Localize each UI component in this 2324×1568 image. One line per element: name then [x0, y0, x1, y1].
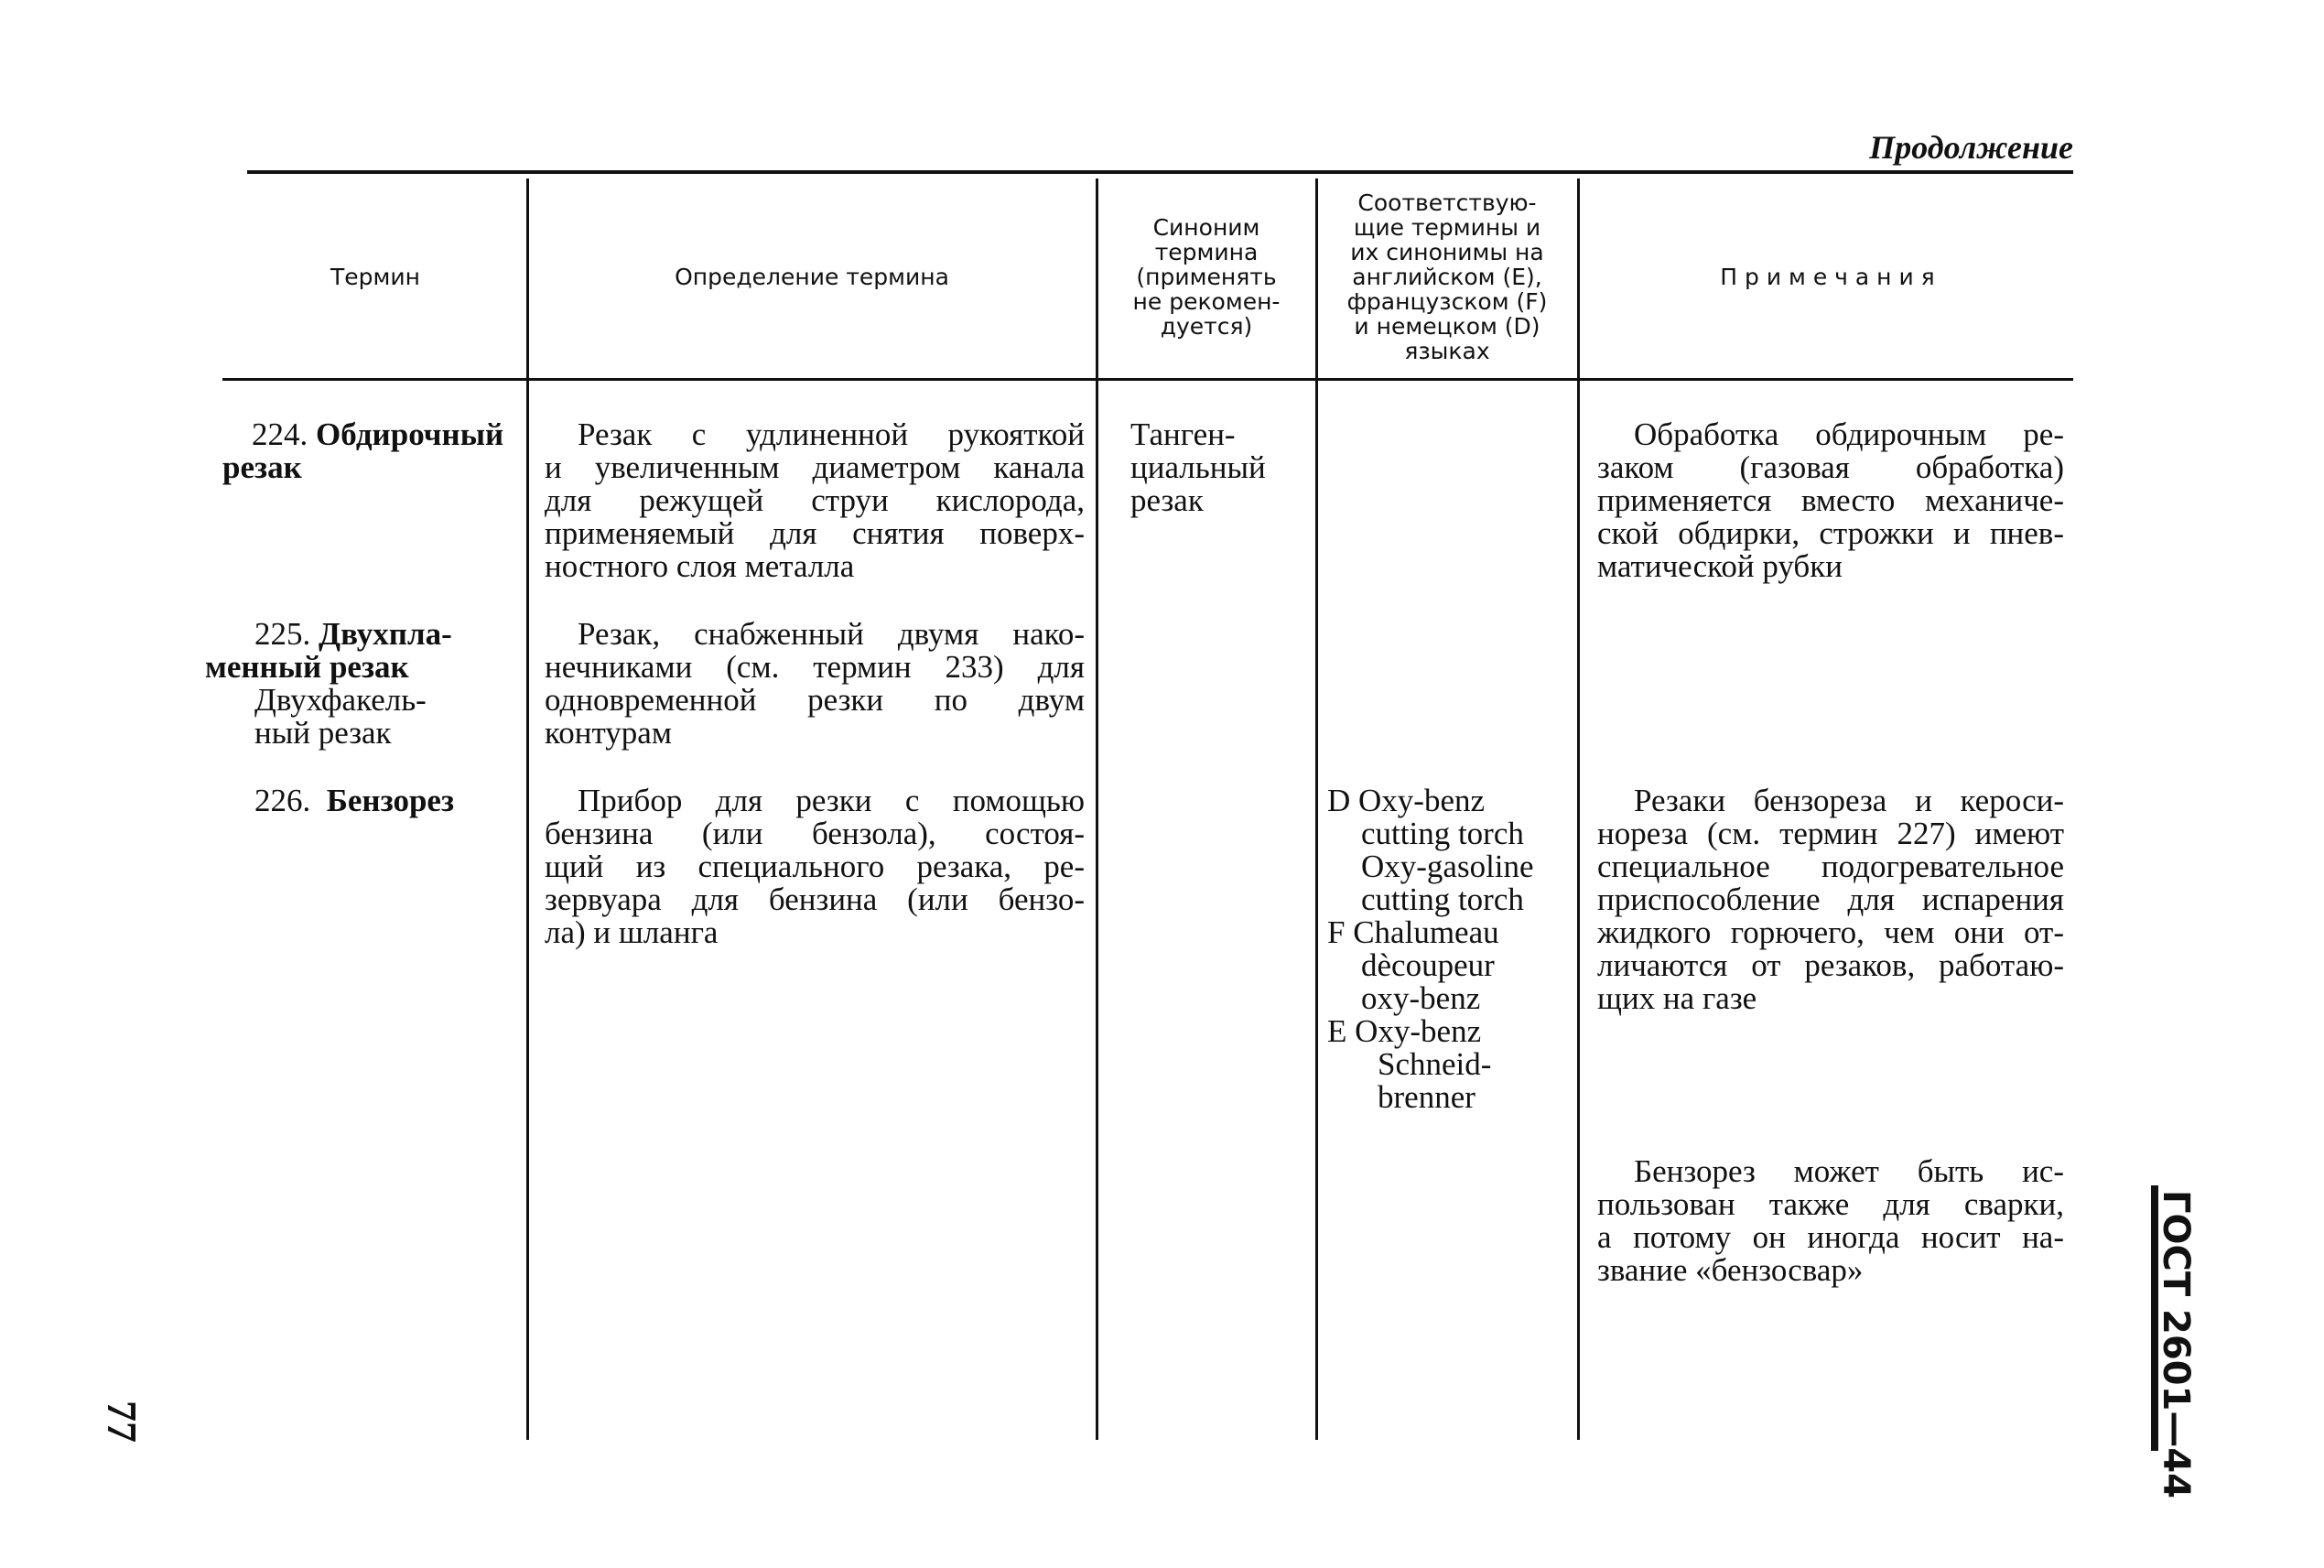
notes-line: заком (газовая обработка)	[1597, 449, 2064, 485]
definition-line: зервуара для бензина (или бензо-	[545, 881, 1085, 917]
notes-line: приспособление для испарения	[1597, 881, 2064, 917]
notes-line: матической рубки	[1597, 548, 1843, 584]
column-divider	[1577, 178, 1580, 1440]
definition-line: Прибор для резки с помощью	[578, 783, 1085, 818]
definition-line: бензина (или бензола), состоя-	[545, 816, 1085, 851]
notes-226-additional	[1597, 1155, 2064, 1287]
notes-line: Обработка обдирочным ре-	[1634, 416, 2064, 452]
notes-line: Бензорез может быть ис-	[1634, 1153, 2064, 1189]
notes-line: ской обдирки, строжки и пнев-	[1597, 515, 2064, 551]
term-name: Бензорез	[326, 783, 455, 818]
notes-line: личаются от резаков, работаю-	[1597, 947, 2064, 983]
definition-line: ностного слоя металла	[545, 548, 855, 584]
synonym-line: резак	[1130, 482, 1204, 518]
equivalent-line: oxy-benz	[1361, 980, 1481, 1016]
synonym-line: Танген-	[1130, 416, 1236, 452]
header-synonym	[1101, 178, 1312, 375]
header-term-text: Термин	[330, 264, 420, 290]
term-synonym: Двухфакель-	[254, 682, 427, 718]
header-synonym-line: дуется)	[1160, 313, 1253, 340]
page-number: 77	[99, 1400, 146, 1443]
continuation-label: Продолжение	[1869, 129, 2073, 166]
equivalent-line: D Oxy-benz	[1327, 783, 1486, 818]
header-term	[229, 178, 522, 375]
header-synonym-line: термина	[1154, 239, 1259, 265]
header-definition-text: Определение термина	[675, 264, 949, 290]
definition-line: и увеличенным диаметром канала	[545, 449, 1085, 485]
column-divider	[1096, 178, 1098, 1440]
notes-line: специальное подогревательное	[1597, 849, 2064, 884]
table-top-rule	[247, 170, 2073, 174]
column-divider	[526, 178, 529, 1440]
term-name: резак	[222, 449, 302, 485]
header-notes	[1582, 178, 2073, 375]
equivalents-226	[1327, 784, 1574, 1114]
equivalent-line: dècoupeur	[1361, 947, 1495, 983]
header-equivalents-line: их синонимы на	[1350, 239, 1544, 265]
term-225	[203, 618, 524, 750]
notes-224	[1597, 418, 2064, 583]
term-name: Двухпла-	[319, 616, 452, 652]
synonym-224	[1130, 418, 1309, 517]
notes-line: жидкого горючего, чем они от-	[1597, 914, 2064, 950]
header-equivalents	[1320, 178, 1574, 375]
header-equivalents-line: языках	[1404, 338, 1490, 364]
header-equivalents-line: английском (E),	[1352, 264, 1542, 290]
equivalent-line: E Oxy-benz	[1327, 1013, 1482, 1049]
equivalent-line: cutting torch	[1361, 816, 1524, 851]
definition-226	[545, 784, 1085, 949]
term-number: 224.	[252, 416, 308, 452]
term-synonym: ный резак	[254, 715, 392, 751]
synonym-line: циальный	[1130, 449, 1266, 485]
notes-line: звание «бензосвар»	[1597, 1252, 1864, 1288]
definition-225	[545, 618, 1085, 750]
header-definition	[533, 178, 1091, 375]
definition-line: нечниками (см. термин 233) для	[545, 649, 1085, 685]
header-equivalents-line: и немецком (D)	[1354, 313, 1540, 340]
equivalent-line: Oxy-gasoline	[1361, 849, 1534, 884]
header-equivalents-line: Соответствую-	[1357, 189, 1537, 216]
header-synonym-line: (применять	[1136, 264, 1277, 290]
term-224	[222, 418, 524, 484]
definition-line: для режущей струи кислорода,	[545, 482, 1085, 518]
notes-line: Резаки бензореза и кероси-	[1634, 783, 2064, 818]
notes-line: а потому он иногда носит на-	[1597, 1219, 2064, 1255]
header-equivalents-line: французском (F)	[1346, 288, 1548, 315]
column-divider	[1315, 178, 1318, 1440]
definition-line: Резак с удлиненной рукояткой	[578, 416, 1085, 452]
definition-line: применяемый для снятия поверх-	[545, 515, 1085, 551]
term-name: менный резак	[205, 649, 409, 685]
header-synonym-line: Синоним	[1152, 214, 1260, 241]
definition-224	[545, 418, 1085, 583]
notes-226	[1597, 784, 2064, 1015]
equivalent-line: Schneid-	[1378, 1046, 1492, 1082]
equivalent-line: brenner	[1378, 1079, 1475, 1115]
definition-line: контурам	[545, 715, 672, 751]
notes-line: применяется вместо механиче-	[1597, 482, 2064, 518]
definition-line: щий из специального резака, ре-	[545, 849, 1085, 884]
notes-line: нореза (см. термин 227) имеют	[1597, 816, 2064, 851]
term-number: 226.	[254, 783, 311, 818]
definition-line: ла) и шланга	[545, 914, 719, 950]
standard-label: ГОСТ 2601—44	[2155, 1190, 2197, 1499]
header-notes-text: П р и м е ч а н и я	[1720, 264, 1935, 290]
term-name: Обдирочный	[316, 416, 504, 452]
notes-line: щих на газе	[1597, 980, 1757, 1016]
definition-line: одновременной резки по двум	[545, 682, 1085, 718]
equivalent-line: cutting torch	[1361, 881, 1524, 917]
equivalent-line: F Chalumeau	[1327, 914, 1499, 950]
term-number: 225.	[254, 616, 311, 652]
header-equivalents-line: щие термины и	[1353, 214, 1541, 241]
term-226	[222, 784, 524, 817]
notes-line: пользован также для сварки,	[1597, 1186, 2064, 1222]
header-synonym-line: не рекомен-	[1132, 288, 1281, 315]
definition-line: Резак, снабженный двумя нако-	[578, 616, 1085, 652]
header-bottom-rule	[222, 378, 2073, 381]
